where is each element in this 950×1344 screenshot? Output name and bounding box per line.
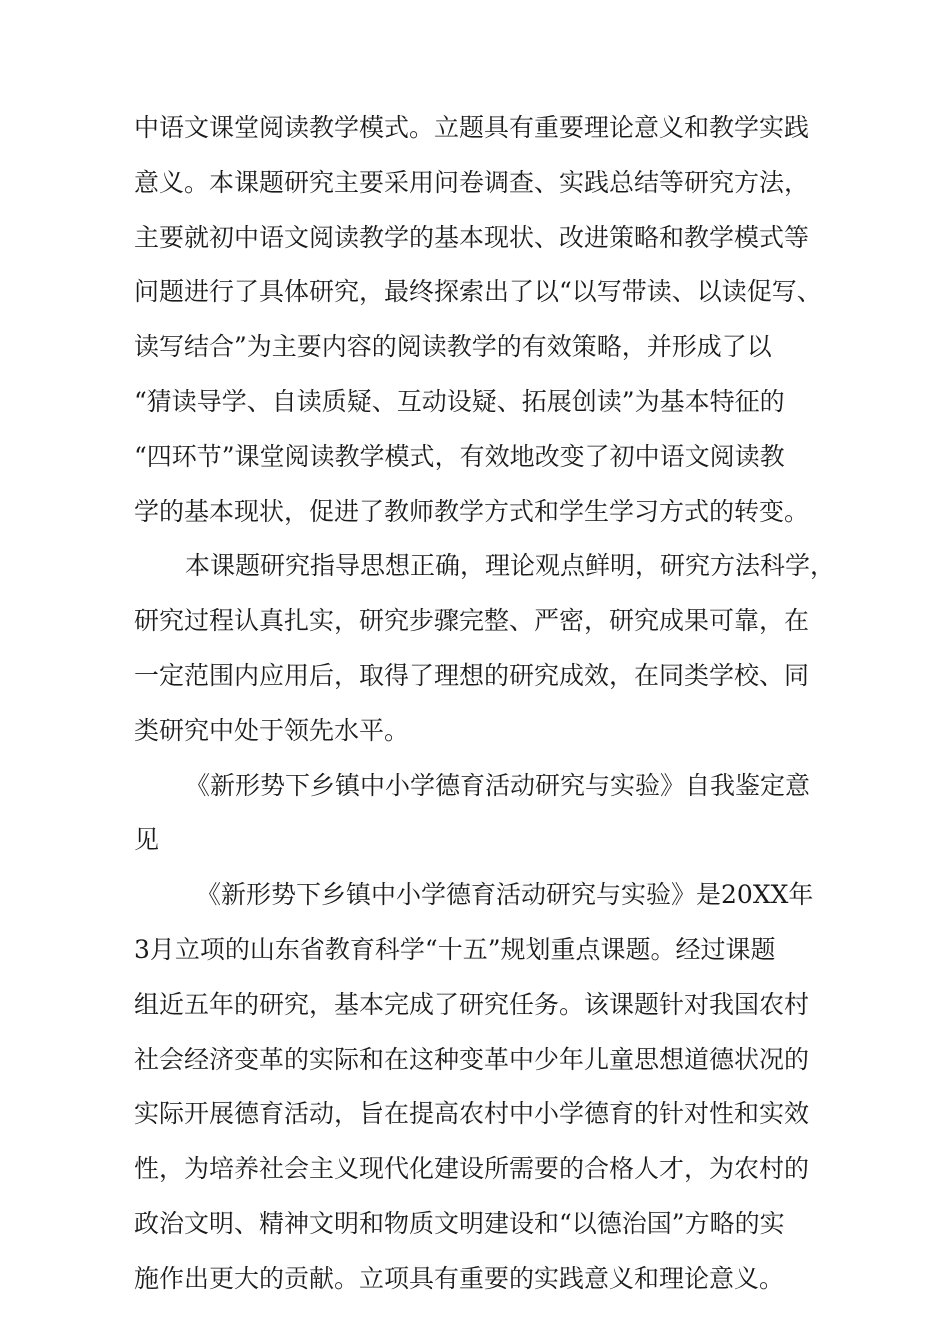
text-line: “猜读导学、自读质疑、互动设疑、拓展创读”为基本特征的: [134, 386, 785, 416]
text-line: 主要就初中语文阅读教学的基本现状、改进策略和教学模式等: [134, 222, 810, 252]
text-line: 类研究中处于领先水平。: [134, 715, 410, 745]
text-line: 问题进行了具体研究，最终探索出了以“以写带读、以读促写、: [134, 277, 822, 307]
section-heading-continued: 见: [134, 825, 160, 855]
text-line: 社会经济变革的实际和在这种变革中少年儿童思想道德状况的: [134, 1044, 810, 1074]
text-line: 政治文明、精神文明和物质文明建设和“以德治国”方略的实: [134, 1208, 785, 1238]
text-line: 一定范围内应用后，取得了理想的研究成效，在同类学校、同: [134, 660, 810, 690]
text-line: 实际开展德育活动，旨在提高农村中小学德育的针对性和实效: [134, 1099, 810, 1129]
text-line: 性，为培养社会主义现代化建设所需要的合格人才，为农村的: [134, 1154, 810, 1184]
body-text: [134, 101, 854, 1307]
section-heading: 《新形势下乡镇中小学德育活动研究与实验》自我鉴定意: [185, 770, 811, 800]
text-line: 《新形势下乡镇中小学德育活动研究与实验》是20XX年: [196, 880, 814, 910]
text-line: 学的基本现状，促进了教师教学方式和学生学习方式的转变。: [134, 496, 810, 526]
text-line: 本课题研究指导思想正确，理论观点鲜明，研究方法科学，: [185, 551, 836, 581]
text-line: 组近五年的研究，基本完成了研究任务。该课题针对我国农村: [134, 989, 810, 1019]
text-line: 读写结合”为主要内容的阅读教学的有效策略，并形成了以: [134, 332, 772, 362]
text-line: 意义。本课题研究主要采用问卷调查、实践总结等研究方法，: [134, 167, 810, 197]
text-line: 3月立项的山东省教育科学“十五”规划重点课题。经过课题: [134, 934, 776, 964]
text-line: 研究过程认真扎实，研究步骤完整、严密，研究成果可靠，在: [134, 606, 810, 636]
text-line: 施作出更大的贡献。立项具有重要的实践意义和理论意义。: [134, 1263, 785, 1293]
text-line: 中语文课堂阅读教学模式。立题具有重要理论意义和教学实践: [134, 113, 810, 142]
text-line: “四环节”课堂阅读教学模式，有效地改变了初中语文阅读教: [134, 441, 785, 471]
